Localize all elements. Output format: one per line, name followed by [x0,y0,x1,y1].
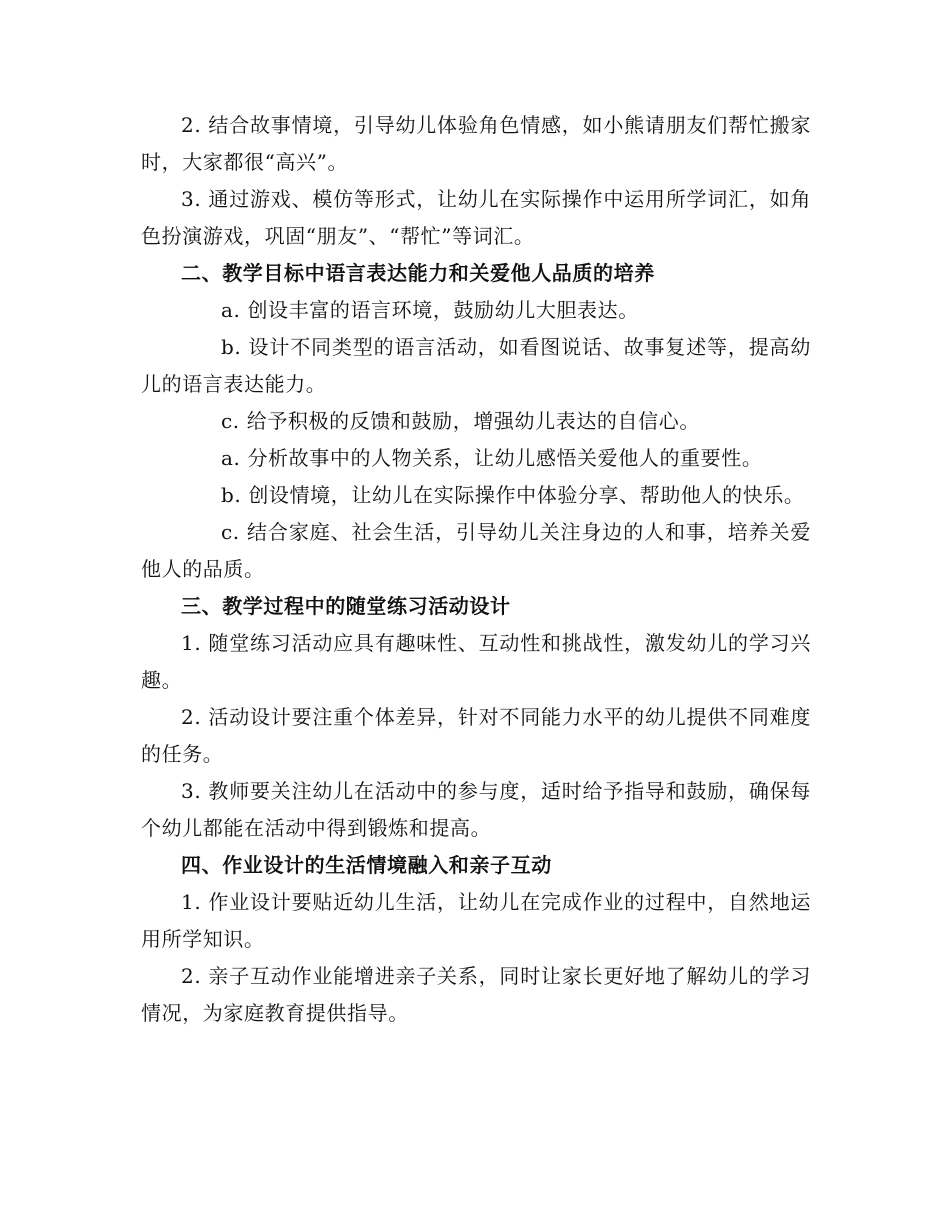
paragraph-3-3: 3. 教师要关注幼儿在活动中的参与度，适时给予指导和鼓励，确保每个幼儿都能在活动中得到锻炼和提高。 [141,779,811,840]
paragraph-3-1: 1. 随堂练习活动应具有趣味性、互动性和挑战性，激发幼儿的学习兴趣。 [141,631,811,692]
paragraph-2-b2: b. 创设情境，让幼儿在实际操作中体验分享、帮助他人的快乐。 [221,483,805,507]
section-heading-4: 四、作业设计的生活情境融入和亲子互动 [181,853,552,877]
paragraph-2-a2: a. 分析故事中的人物关系，让幼儿感悟关爱他人的重要性。 [221,446,763,470]
paragraph-2-c2: c. 结合家庭、社会生活，引导幼儿关注身边的人和事，培养关爱他人的品质。 [141,520,811,581]
paragraph-1-3: 3. 通过游戏、模仿等形式，让幼儿在实际操作中运用所学词汇，如角色扮演游戏，巩固“朋友”、“帮忙”等词汇。 [141,187,811,248]
paragraph-2-a1: a. 创设丰富的语言环境，鼓励幼儿大胆表达。 [221,298,639,322]
document-body [141,107,811,1032]
paragraph-4-2: 2. 亲子互动作业能增进亲子关系，同时让家长更好地了解幼儿的学习情况，为家庭教育提供指导。 [141,964,811,1025]
paragraph-1-2: 2. 结合故事情境，引导幼儿体验角色情感，如小熊请朋友们帮忙搬家时，大家都很“高兴”。 [141,113,811,174]
section-heading-3: 三、教学过程中的随堂练习活动设计 [181,594,511,618]
section-heading-2: 二、教学目标中语言表达能力和关爱他人品质的培养 [181,261,655,285]
paragraph-2-b1: b. 设计不同类型的语言活动，如看图说话、故事复述等，提高幼儿的语言表达能力。 [141,335,811,396]
paragraph-2-c1: c. 给予积极的反馈和鼓励，增强幼儿表达的自信心。 [221,409,700,433]
paragraph-4-1: 1. 作业设计要贴近幼儿生活，让幼儿在完成作业的过程中，自然地运用所学知识。 [141,890,811,951]
paragraph-3-2: 2. 活动设计要注重个体差异，针对不同能力水平的幼儿提供不同难度的任务。 [141,705,811,766]
